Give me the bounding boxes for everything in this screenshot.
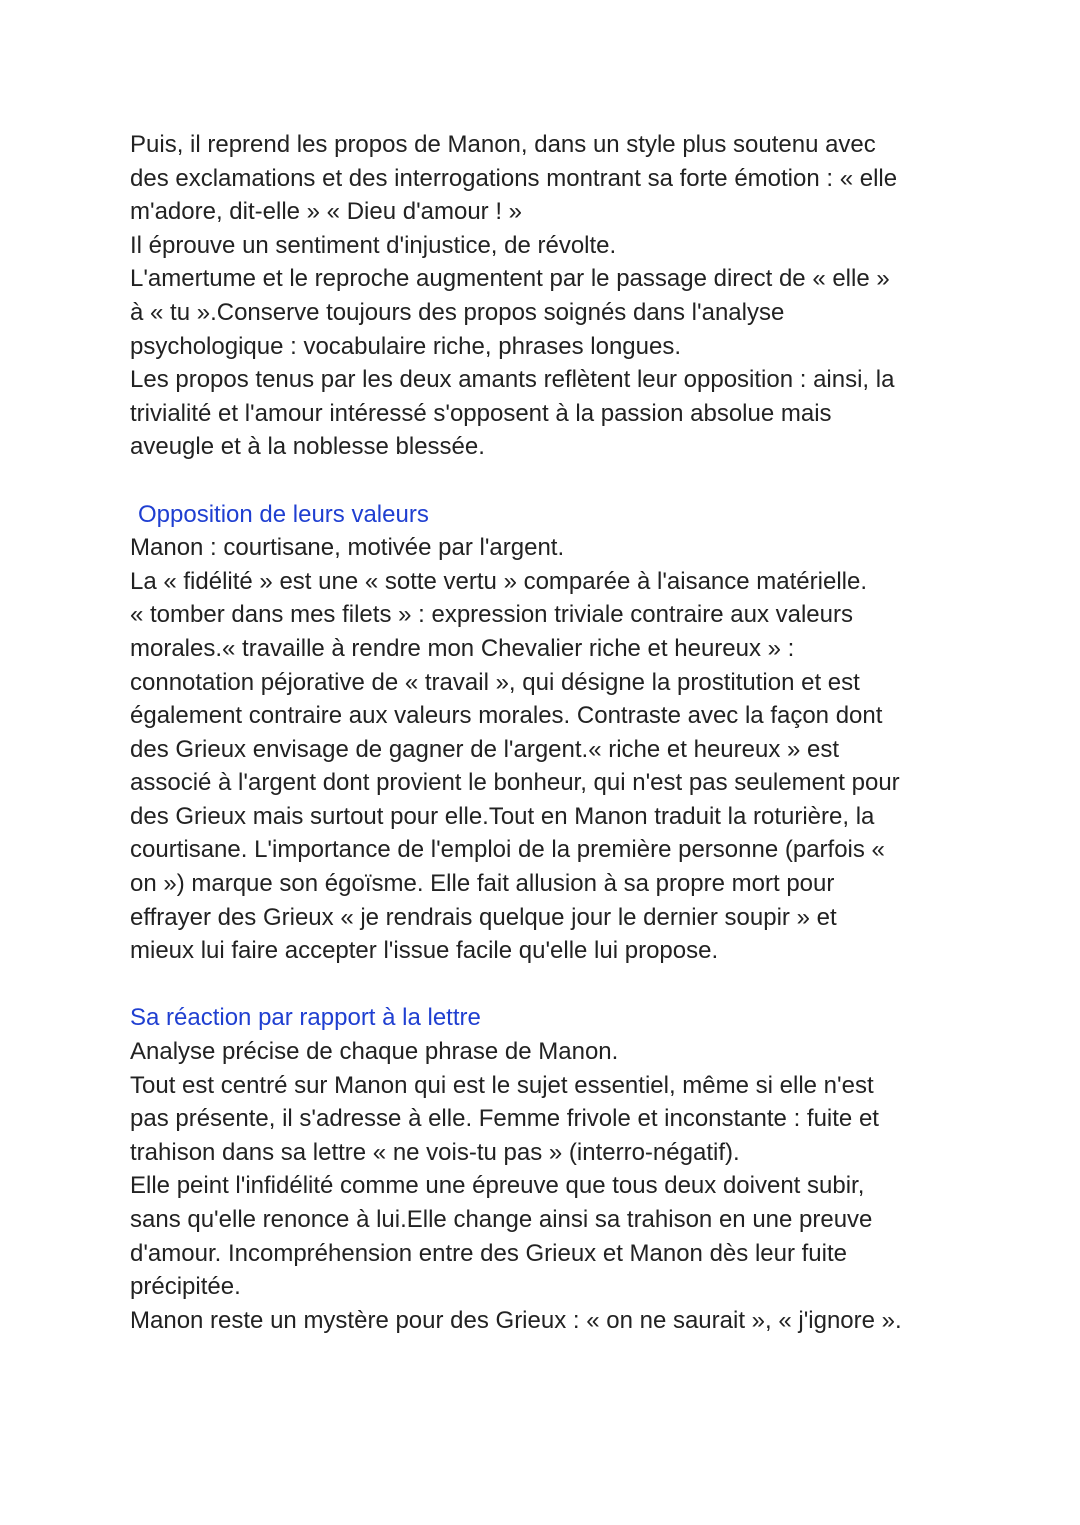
document-page: [130, 128, 960, 1337]
paragraph-spacer: [130, 968, 960, 1002]
section-reaction-lettre: [130, 1001, 960, 1337]
text-line: à « tu ».Conserve toujours des propos soignés dans l'analyse: [130, 298, 785, 326]
text-line: Les propos tenus par les deux amants reflètent leur opposition : ainsi, la: [130, 366, 895, 394]
text-line: Manon reste un mystère pour des Grieux : « on ne saurait », « j'ignore ».: [130, 1306, 902, 1334]
section-intro: [130, 128, 960, 464]
text-line: m'adore, dit-elle » « Dieu d'amour ! »: [130, 198, 523, 226]
text-line: L'amertume et le reproche augmentent par le passage direct de « elle »: [130, 265, 890, 293]
text-line: aveugle et à la noblesse blessée.: [130, 433, 485, 461]
text-line: La « fidélité » est une « sotte vertu » comparée à l'aisance matérielle.: [130, 567, 868, 595]
text-line: sans qu'elle renonce à lui.Elle change ainsi sa trahison en une preuve: [130, 1206, 873, 1233]
text-line: Tout est centré sur Manon qui est le sujet essentiel, même si elle n'est: [130, 1071, 874, 1099]
text-line: trivialité et l'amour intéressé s'opposent à la passion absolue mais: [130, 399, 832, 427]
text-line: également contraire aux valeurs morales. Contraste avec la façon dont: [130, 702, 883, 730]
text-line: Analyse précise de chaque phrase de Manon.: [130, 1038, 619, 1066]
text-line: Puis, il reprend les propos de Manon, dans un style plus soutenu avec: [130, 131, 876, 158]
text-line: Manon : courtisane, motivée par l'argent.: [130, 534, 565, 562]
text-line: d'amour. Incompréhension entre des Grieux et Manon dès leur fuite: [130, 1239, 847, 1267]
text-line: Il éprouve un sentiment d'injustice, de révolte.: [130, 231, 617, 259]
section-opposition-valeurs: [130, 498, 960, 968]
text-line: psychologique : vocabulaire riche, phrases longues.: [130, 332, 682, 360]
text-line: associé à l'argent dont provient le bonheur, qui n'est pas seulement pour: [130, 769, 900, 797]
text-line: courtisane. L'importance de l'emploi de la première personne (parfois «: [130, 836, 885, 864]
paragraph-spacer: [130, 464, 960, 498]
text-line: des Grieux mais surtout pour elle.Tout en Manon traduit la roturière, la: [130, 802, 875, 830]
text-line: effrayer des Grieux « je rendrais quelque jour le dernier soupir » et: [130, 903, 837, 931]
section-heading: Sa réaction par rapport à la lettre: [130, 1004, 481, 1032]
text-line: trahison dans sa lettre « ne vois-tu pas » (interro-négatif).: [130, 1138, 740, 1166]
text-line: précipitée.: [130, 1273, 241, 1301]
text-line: mieux lui faire accepter l'issue facile qu'elle lui propose.: [130, 937, 719, 965]
text-line: pas présente, il s'adresse à elle. Femme frivole et inconstante : fuite et: [130, 1105, 879, 1133]
text-line: « tomber dans mes filets » : expression triviale contraire aux valeurs: [130, 601, 853, 629]
text-line: on ») marque son égoïsme. Elle fait allusion à sa propre mort pour: [130, 870, 835, 898]
text-line: des Grieux envisage de gagner de l'argent.« riche et heureux » est: [130, 735, 840, 763]
text-line: morales.« travaille à rendre mon Chevalier riche et heureux » :: [130, 634, 795, 662]
text-line: connotation péjorative de « travail », qui désigne la prostitution et est: [130, 668, 860, 696]
text-line: des exclamations et des interrogations montrant sa forte émotion : « elle: [130, 164, 898, 192]
section-heading: Opposition de leurs valeurs: [138, 500, 429, 528]
text-line: Elle peint l'infidélité comme une épreuve que tous deux doivent subir,: [130, 1172, 865, 1200]
